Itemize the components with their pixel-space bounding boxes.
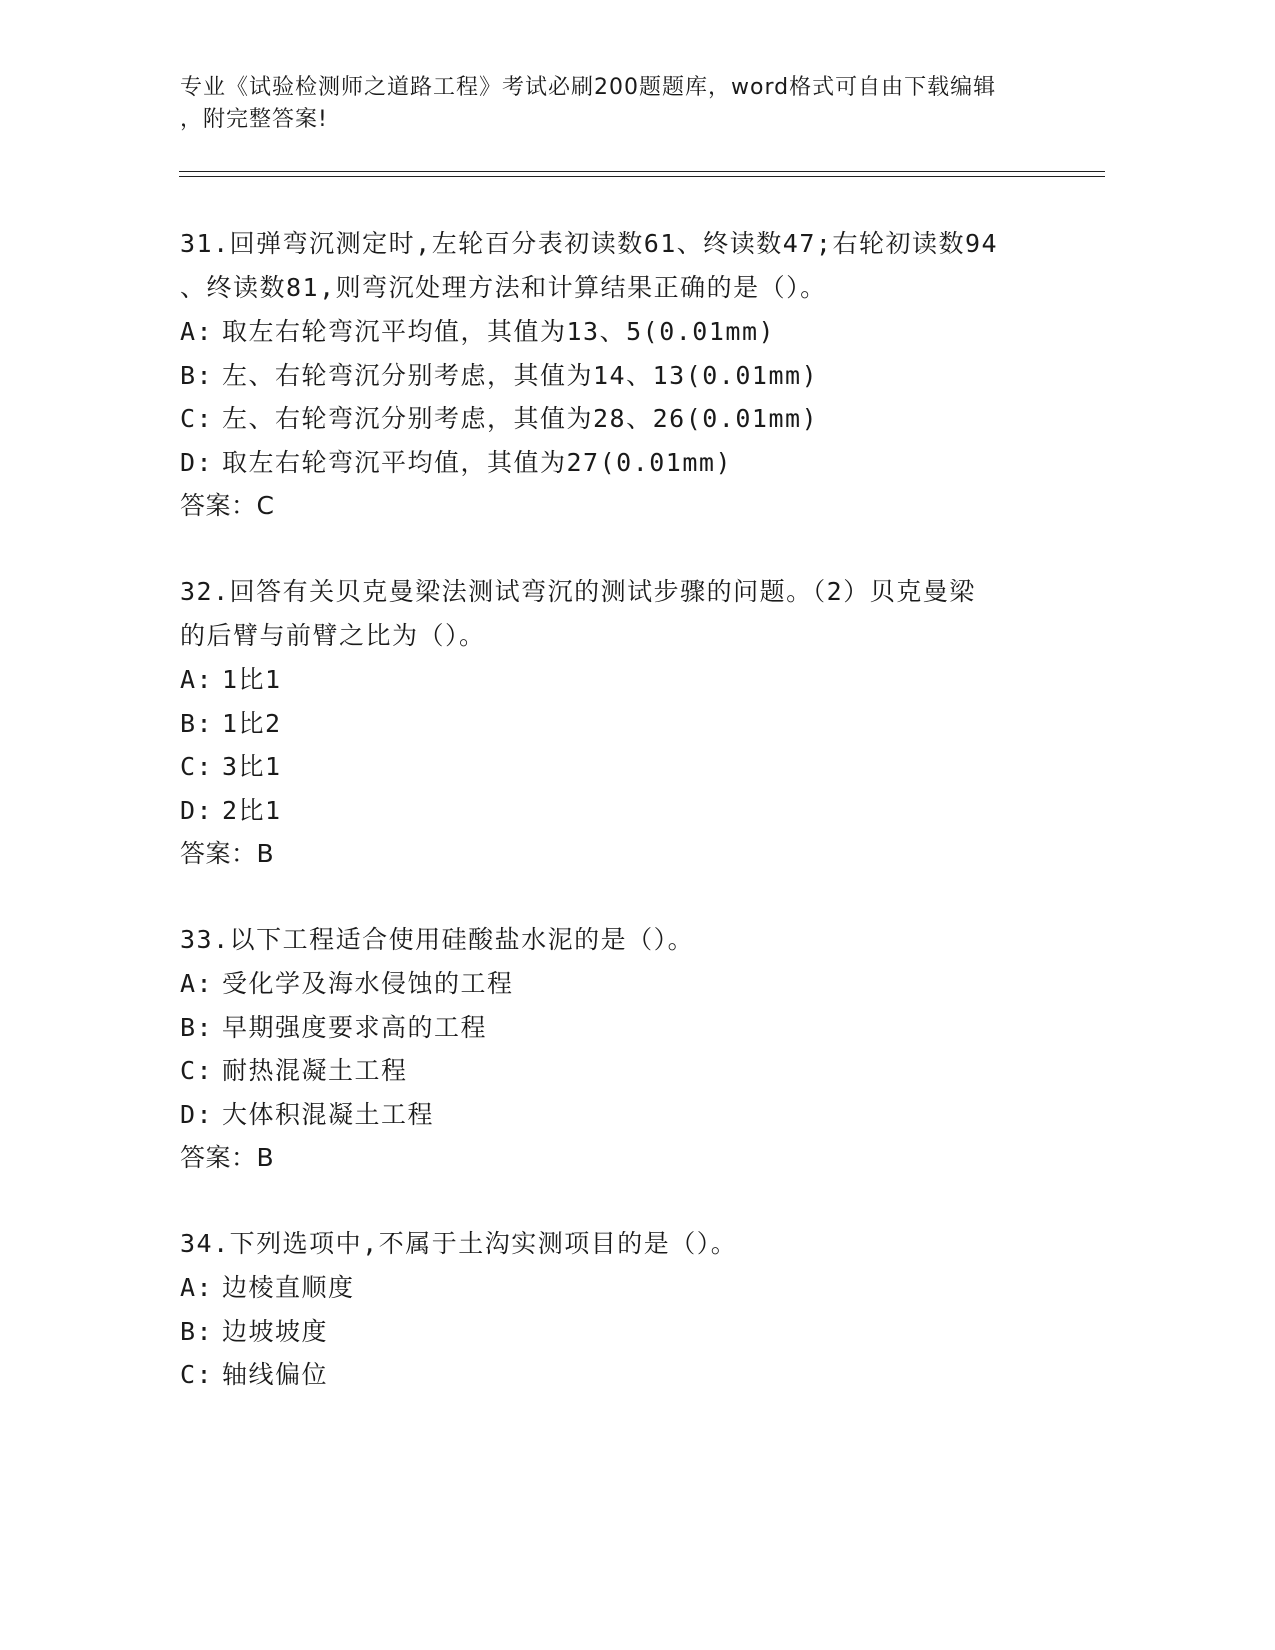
option-letter: C:: [180, 752, 214, 781]
option-d: [180, 789, 1080, 833]
option-text: 边棱直顺度: [222, 1273, 355, 1302]
header-divider-top: [179, 171, 1105, 172]
option-a: [180, 962, 1080, 1006]
question-stem-line: 32.回答有关贝克曼梁法测试弯沉的测试步骤的问题。（2）贝克曼梁: [180, 577, 976, 606]
option-letter: D:: [180, 795, 214, 825]
option-text: 取左右轮弯沉平均值，其值为27(0.01mm): [222, 447, 733, 477]
option-text: 大体积混凝土工程: [222, 1099, 435, 1129]
option-text: 受化学及海水侵蚀的工程: [222, 969, 514, 998]
header-divider-bottom: [179, 176, 1105, 177]
option-letter: B:: [180, 1316, 214, 1346]
option-a: [180, 310, 1080, 354]
option-letter: B:: [180, 1012, 214, 1042]
option-c: [180, 397, 1080, 441]
option-d: [180, 1093, 1080, 1137]
question-stem-line: 33.以下工程适合使用硅酸盐水泥的是（）。: [180, 925, 695, 954]
option-text: 1比1: [222, 665, 282, 694]
option-text: 取左右轮弯沉平均值，其值为13、5(0.01mm): [222, 317, 776, 346]
option-letter: C:: [180, 1056, 214, 1085]
option-c: [180, 1353, 1080, 1397]
option-b: [180, 702, 1080, 746]
option-text: 1比2: [222, 708, 282, 738]
question-stem-line: 34.下列选项中,不属于土沟实测项目的是（）。: [180, 1229, 738, 1258]
option-b: [180, 354, 1080, 398]
document-header: [180, 72, 1060, 136]
option-a: [180, 1266, 1080, 1310]
question-stem-line: 31.回弹弯沉测定时,左轮百分表初读数61、终读数47;右轮初读数94: [180, 229, 999, 258]
option-letter: C:: [180, 404, 214, 433]
option-c: [180, 745, 1080, 789]
question-stem-line: 、终读数81,则弯沉处理方法和计算结果正确的是（）。: [180, 273, 827, 302]
header-title-line-1: 专业《试验检测师之道路工程》考试必刷200题题库，word格式可自由下载编辑: [180, 75, 997, 100]
option-text: 3比1: [222, 752, 282, 781]
option-b: [180, 1006, 1080, 1050]
option-letter: A:: [180, 969, 214, 998]
option-text: 2比1: [222, 795, 282, 825]
question-34: [180, 1222, 1080, 1397]
option-letter: A:: [180, 665, 214, 694]
question-33: [180, 918, 1080, 1180]
option-text: 早期强度要求高的工程: [222, 1012, 488, 1042]
header-title-line-2: ，附完整答案!: [180, 107, 328, 132]
option-text: 左、右轮弯沉分别考虑，其值为28、26(0.01mm): [222, 404, 819, 433]
option-text: 轴线偏位: [222, 1360, 329, 1389]
option-b: [180, 1310, 1080, 1354]
answer-line: 答案：B: [180, 839, 275, 868]
option-letter: D:: [180, 1099, 214, 1129]
option-letter: B:: [180, 360, 214, 390]
question-32: [180, 570, 1080, 876]
option-text: 左、右轮弯沉分别考虑，其值为14、13(0.01mm): [222, 360, 819, 390]
option-letter: A:: [180, 1273, 214, 1302]
option-a: [180, 658, 1080, 702]
option-text: 耐热混凝土工程: [222, 1056, 408, 1085]
option-letter: D:: [180, 447, 214, 477]
option-d: [180, 441, 1080, 485]
question-stem-line: 的后臂与前臂之比为（）。: [180, 621, 486, 650]
option-letter: A:: [180, 317, 214, 346]
answer-line: 答案：C: [180, 491, 275, 520]
answer-line: 答案：B: [180, 1143, 275, 1172]
option-text: 边坡坡度: [222, 1316, 329, 1346]
option-c: [180, 1049, 1080, 1093]
option-letter: B:: [180, 708, 214, 738]
question-31: [180, 222, 1080, 528]
question-list: [180, 222, 1080, 1397]
option-letter: C:: [180, 1360, 214, 1389]
